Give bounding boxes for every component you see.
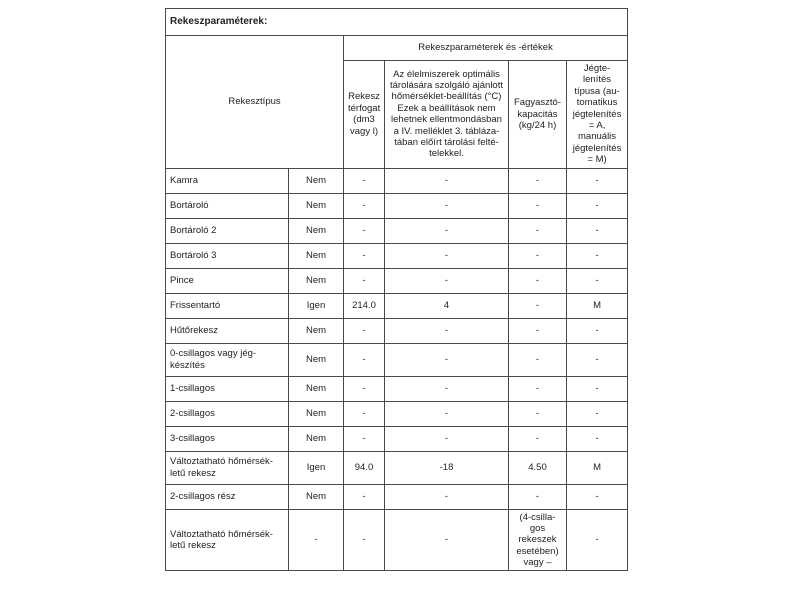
cell-compartment-name: 3-csillagos xyxy=(166,426,289,451)
table-row xyxy=(166,268,628,293)
cell-volume: - xyxy=(344,343,385,376)
cell-defrost-type: - xyxy=(567,168,628,193)
cell-freezing-capacity: - xyxy=(509,401,567,426)
cell-compartment-name: 0-csillagos vagy jég-készítés xyxy=(166,343,289,376)
cell-defrost-type: - xyxy=(567,484,628,509)
cell-compartment-name: Bortároló 3 xyxy=(166,243,289,268)
cell-volume: 214.0 xyxy=(344,293,385,318)
cell-volume: - xyxy=(344,426,385,451)
cell-temperature: - xyxy=(385,268,509,293)
cell-present: Nem xyxy=(289,193,344,218)
cell-freezing-capacity: - xyxy=(509,218,567,243)
cell-temperature: - xyxy=(385,509,509,571)
row-header-compartment-type: Rekesztípus xyxy=(166,36,344,169)
cell-defrost-type: - xyxy=(567,193,628,218)
cell-temperature: 4 xyxy=(385,293,509,318)
cell-defrost-type: - xyxy=(567,509,628,571)
cell-freezing-capacity: - xyxy=(509,426,567,451)
cell-freezing-capacity: - xyxy=(509,318,567,343)
cell-present: Nem xyxy=(289,426,344,451)
cell-volume: - xyxy=(344,318,385,343)
cell-defrost-type: M xyxy=(567,451,628,484)
cell-temperature: - xyxy=(385,193,509,218)
cell-temperature: - xyxy=(385,318,509,343)
table-row xyxy=(166,401,628,426)
cell-temperature: - xyxy=(385,401,509,426)
cell-present: Nem xyxy=(289,243,344,268)
cell-freezing-capacity: - xyxy=(509,376,567,401)
cell-defrost-type: - xyxy=(567,268,628,293)
cell-freezing-capacity: 4.50 xyxy=(509,451,567,484)
cell-present: Nem xyxy=(289,218,344,243)
cell-present: - xyxy=(289,509,344,571)
cell-compartment-name: Változtatható hőmérsék-letű rekesz xyxy=(166,509,289,571)
cell-temperature: - xyxy=(385,426,509,451)
cell-freezing-capacity: - xyxy=(509,193,567,218)
cell-compartment-name: Frissentartó xyxy=(166,293,289,318)
cell-freezing-capacity: - xyxy=(509,268,567,293)
cell-freezing-capacity: - xyxy=(509,343,567,376)
cell-freezing-capacity: (4-csilla-gos rekeszek esetében) vagy – xyxy=(509,509,567,571)
cell-volume: - xyxy=(344,243,385,268)
cell-freezing-capacity: - xyxy=(509,293,567,318)
table-row xyxy=(166,318,628,343)
cell-volume: - xyxy=(344,484,385,509)
table-title: Rekeszparaméterek: xyxy=(166,9,628,36)
cell-defrost-type: - xyxy=(567,376,628,401)
cell-compartment-name: 2-csillagos xyxy=(166,401,289,426)
cell-freezing-capacity: - xyxy=(509,168,567,193)
cell-compartment-name: 1-csillagos xyxy=(166,376,289,401)
cell-present: Nem xyxy=(289,376,344,401)
cell-temperature: - xyxy=(385,168,509,193)
cell-freezing-capacity: - xyxy=(509,484,567,509)
cell-present: Nem xyxy=(289,168,344,193)
cell-temperature: - xyxy=(385,243,509,268)
cell-temperature: -18 xyxy=(385,451,509,484)
cell-defrost-type: - xyxy=(567,343,628,376)
cell-compartment-name: Kamra xyxy=(166,168,289,193)
cell-volume: - xyxy=(344,376,385,401)
cell-compartment-name: Hűtőrekesz xyxy=(166,318,289,343)
table-row xyxy=(166,343,628,376)
cell-defrost-type: M xyxy=(567,293,628,318)
cell-freezing-capacity: - xyxy=(509,243,567,268)
cell-volume: - xyxy=(344,218,385,243)
cell-temperature: - xyxy=(385,484,509,509)
col-header-freezing-capacity: Fagyasztó-kapacitás (kg/24 h) xyxy=(509,61,567,169)
cell-volume: 94.0 xyxy=(344,451,385,484)
cell-defrost-type: - xyxy=(567,401,628,426)
cell-defrost-type: - xyxy=(567,243,628,268)
table-row xyxy=(166,426,628,451)
cell-present: Nem xyxy=(289,401,344,426)
cell-compartment-name: 2-csillagos rész xyxy=(166,484,289,509)
cell-defrost-type: - xyxy=(567,318,628,343)
col-header-temperature: Az élelmiszerek optimális tárolására szolgáló ajánlott hőmérséklet-beállítás (°C) Ezek a beállítások nem lehetnek ellentmondásban a IV. melléklet 3. tábláza-tában előírt tárolási felté-telekkel. xyxy=(385,61,509,169)
cell-compartment-name: Pince xyxy=(166,268,289,293)
table-row xyxy=(166,293,628,318)
cell-present: Nem xyxy=(289,484,344,509)
cell-compartment-name: Bortároló 2 xyxy=(166,218,289,243)
table-row xyxy=(166,243,628,268)
table-row xyxy=(166,218,628,243)
cell-defrost-type: - xyxy=(567,426,628,451)
group-header: Rekeszparaméterek és -értékek xyxy=(344,36,628,61)
parameters-document xyxy=(165,8,627,571)
table-row xyxy=(166,193,628,218)
col-header-volume: Rekesz térfogat (dm3 vagy l) xyxy=(344,61,385,169)
cell-defrost-type: - xyxy=(567,218,628,243)
table-row xyxy=(166,376,628,401)
cell-volume: - xyxy=(344,509,385,571)
cell-present: Igen xyxy=(289,451,344,484)
table-row xyxy=(166,484,628,509)
cell-compartment-name: Bortároló xyxy=(166,193,289,218)
cell-temperature: - xyxy=(385,218,509,243)
cell-present: Igen xyxy=(289,293,344,318)
cell-volume: - xyxy=(344,193,385,218)
cell-present: Nem xyxy=(289,268,344,293)
table-row xyxy=(166,509,628,571)
cell-volume: - xyxy=(344,268,385,293)
table-row xyxy=(166,451,628,484)
cell-volume: - xyxy=(344,401,385,426)
cell-present: Nem xyxy=(289,343,344,376)
cell-compartment-name: Változtatható hőmérsék-letű rekesz xyxy=(166,451,289,484)
col-header-defrost-type: Jégte-lenítés típusa (au-tomatikus jégtelenítés = A, manuális jégtelenítés = M) xyxy=(567,61,628,169)
table-row xyxy=(166,168,628,193)
cell-temperature: - xyxy=(385,343,509,376)
cell-volume: - xyxy=(344,168,385,193)
cell-present: Nem xyxy=(289,318,344,343)
compartment-parameters-table xyxy=(165,8,628,571)
cell-temperature: - xyxy=(385,376,509,401)
